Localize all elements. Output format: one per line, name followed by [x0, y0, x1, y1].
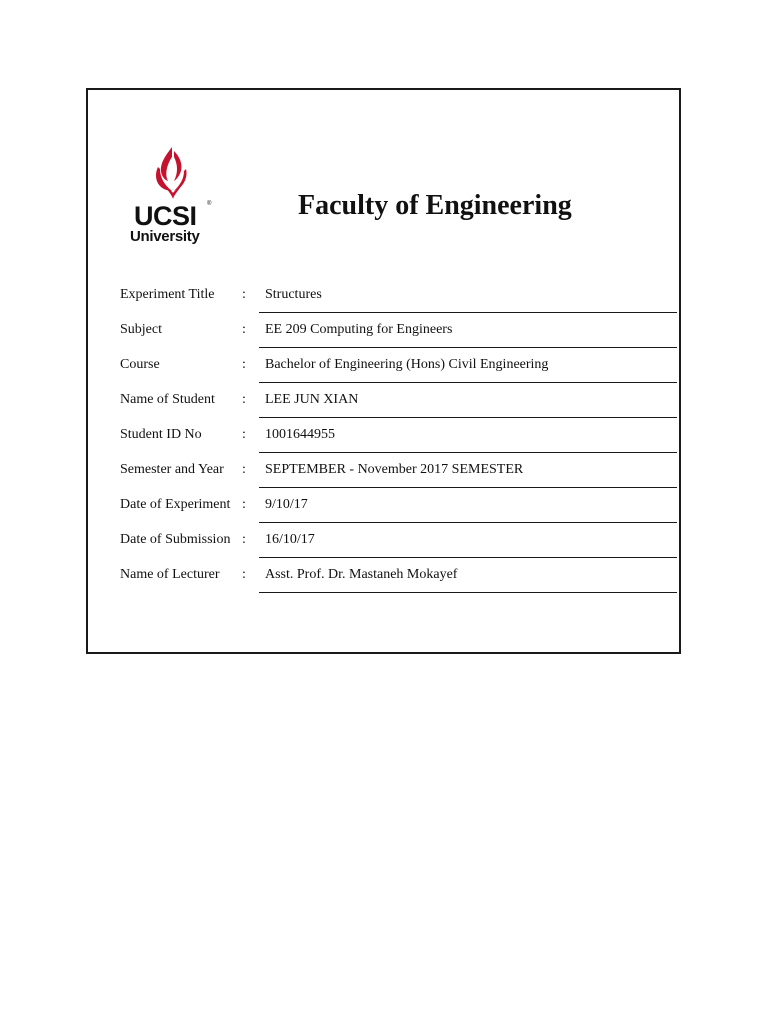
- logo-subtitle: University: [130, 228, 200, 245]
- field-value: 16/10/17: [265, 532, 315, 547]
- ucsi-logo: [128, 145, 218, 250]
- field-colon: :: [242, 427, 246, 442]
- row-course: [120, 348, 677, 383]
- field-colon: :: [242, 392, 246, 407]
- row-date-of-submission: [120, 523, 677, 558]
- field-value: Structures: [265, 287, 322, 302]
- row-student-id: [120, 418, 677, 453]
- field-colon: :: [242, 287, 246, 302]
- registered-mark: ®: [207, 201, 212, 207]
- field-colon: :: [242, 567, 246, 582]
- cover-page-frame: [86, 88, 681, 654]
- field-colon: :: [242, 322, 246, 337]
- field-value: LEE JUN XIAN: [265, 392, 359, 407]
- field-colon: :: [242, 532, 246, 547]
- row-experiment-title: [120, 278, 677, 313]
- field-value: EE 209 Computing for Engineers: [265, 322, 453, 337]
- field-colon: :: [242, 497, 246, 512]
- field-colon: :: [242, 462, 246, 477]
- field-label: Experiment Title: [120, 287, 215, 302]
- field-value: 1001644955: [265, 427, 335, 442]
- field-colon: :: [242, 357, 246, 372]
- field-label: Subject: [120, 322, 162, 337]
- field-label: Date of Submission: [120, 532, 231, 547]
- field-label: Name of Lecturer: [120, 567, 220, 582]
- underline-rule: [259, 592, 677, 593]
- field-value: Bachelor of Engineering (Hons) Civil Engineering: [265, 357, 549, 372]
- field-label: Course: [120, 357, 160, 372]
- field-value: 9/10/17: [265, 497, 308, 512]
- field-label: Name of Student: [120, 392, 215, 407]
- row-name-of-lecturer: [120, 558, 677, 593]
- row-date-of-experiment: [120, 488, 677, 523]
- page-title: Faculty of Engineering: [298, 190, 572, 221]
- details-table: [120, 278, 677, 593]
- row-subject: [120, 313, 677, 348]
- field-label: Semester and Year: [120, 462, 224, 477]
- flame-icon: [128, 145, 218, 205]
- row-name-of-student: [120, 383, 677, 418]
- field-label: Student ID No: [120, 427, 202, 442]
- logo-wordmark: UCSI: [134, 201, 197, 231]
- field-value: SEPTEMBER - November 2017 SEMESTER: [265, 462, 524, 477]
- field-value: Asst. Prof. Dr. Mastaneh Mokayef: [265, 567, 458, 582]
- row-semester-and-year: [120, 453, 677, 488]
- field-label: Date of Experiment: [120, 497, 231, 512]
